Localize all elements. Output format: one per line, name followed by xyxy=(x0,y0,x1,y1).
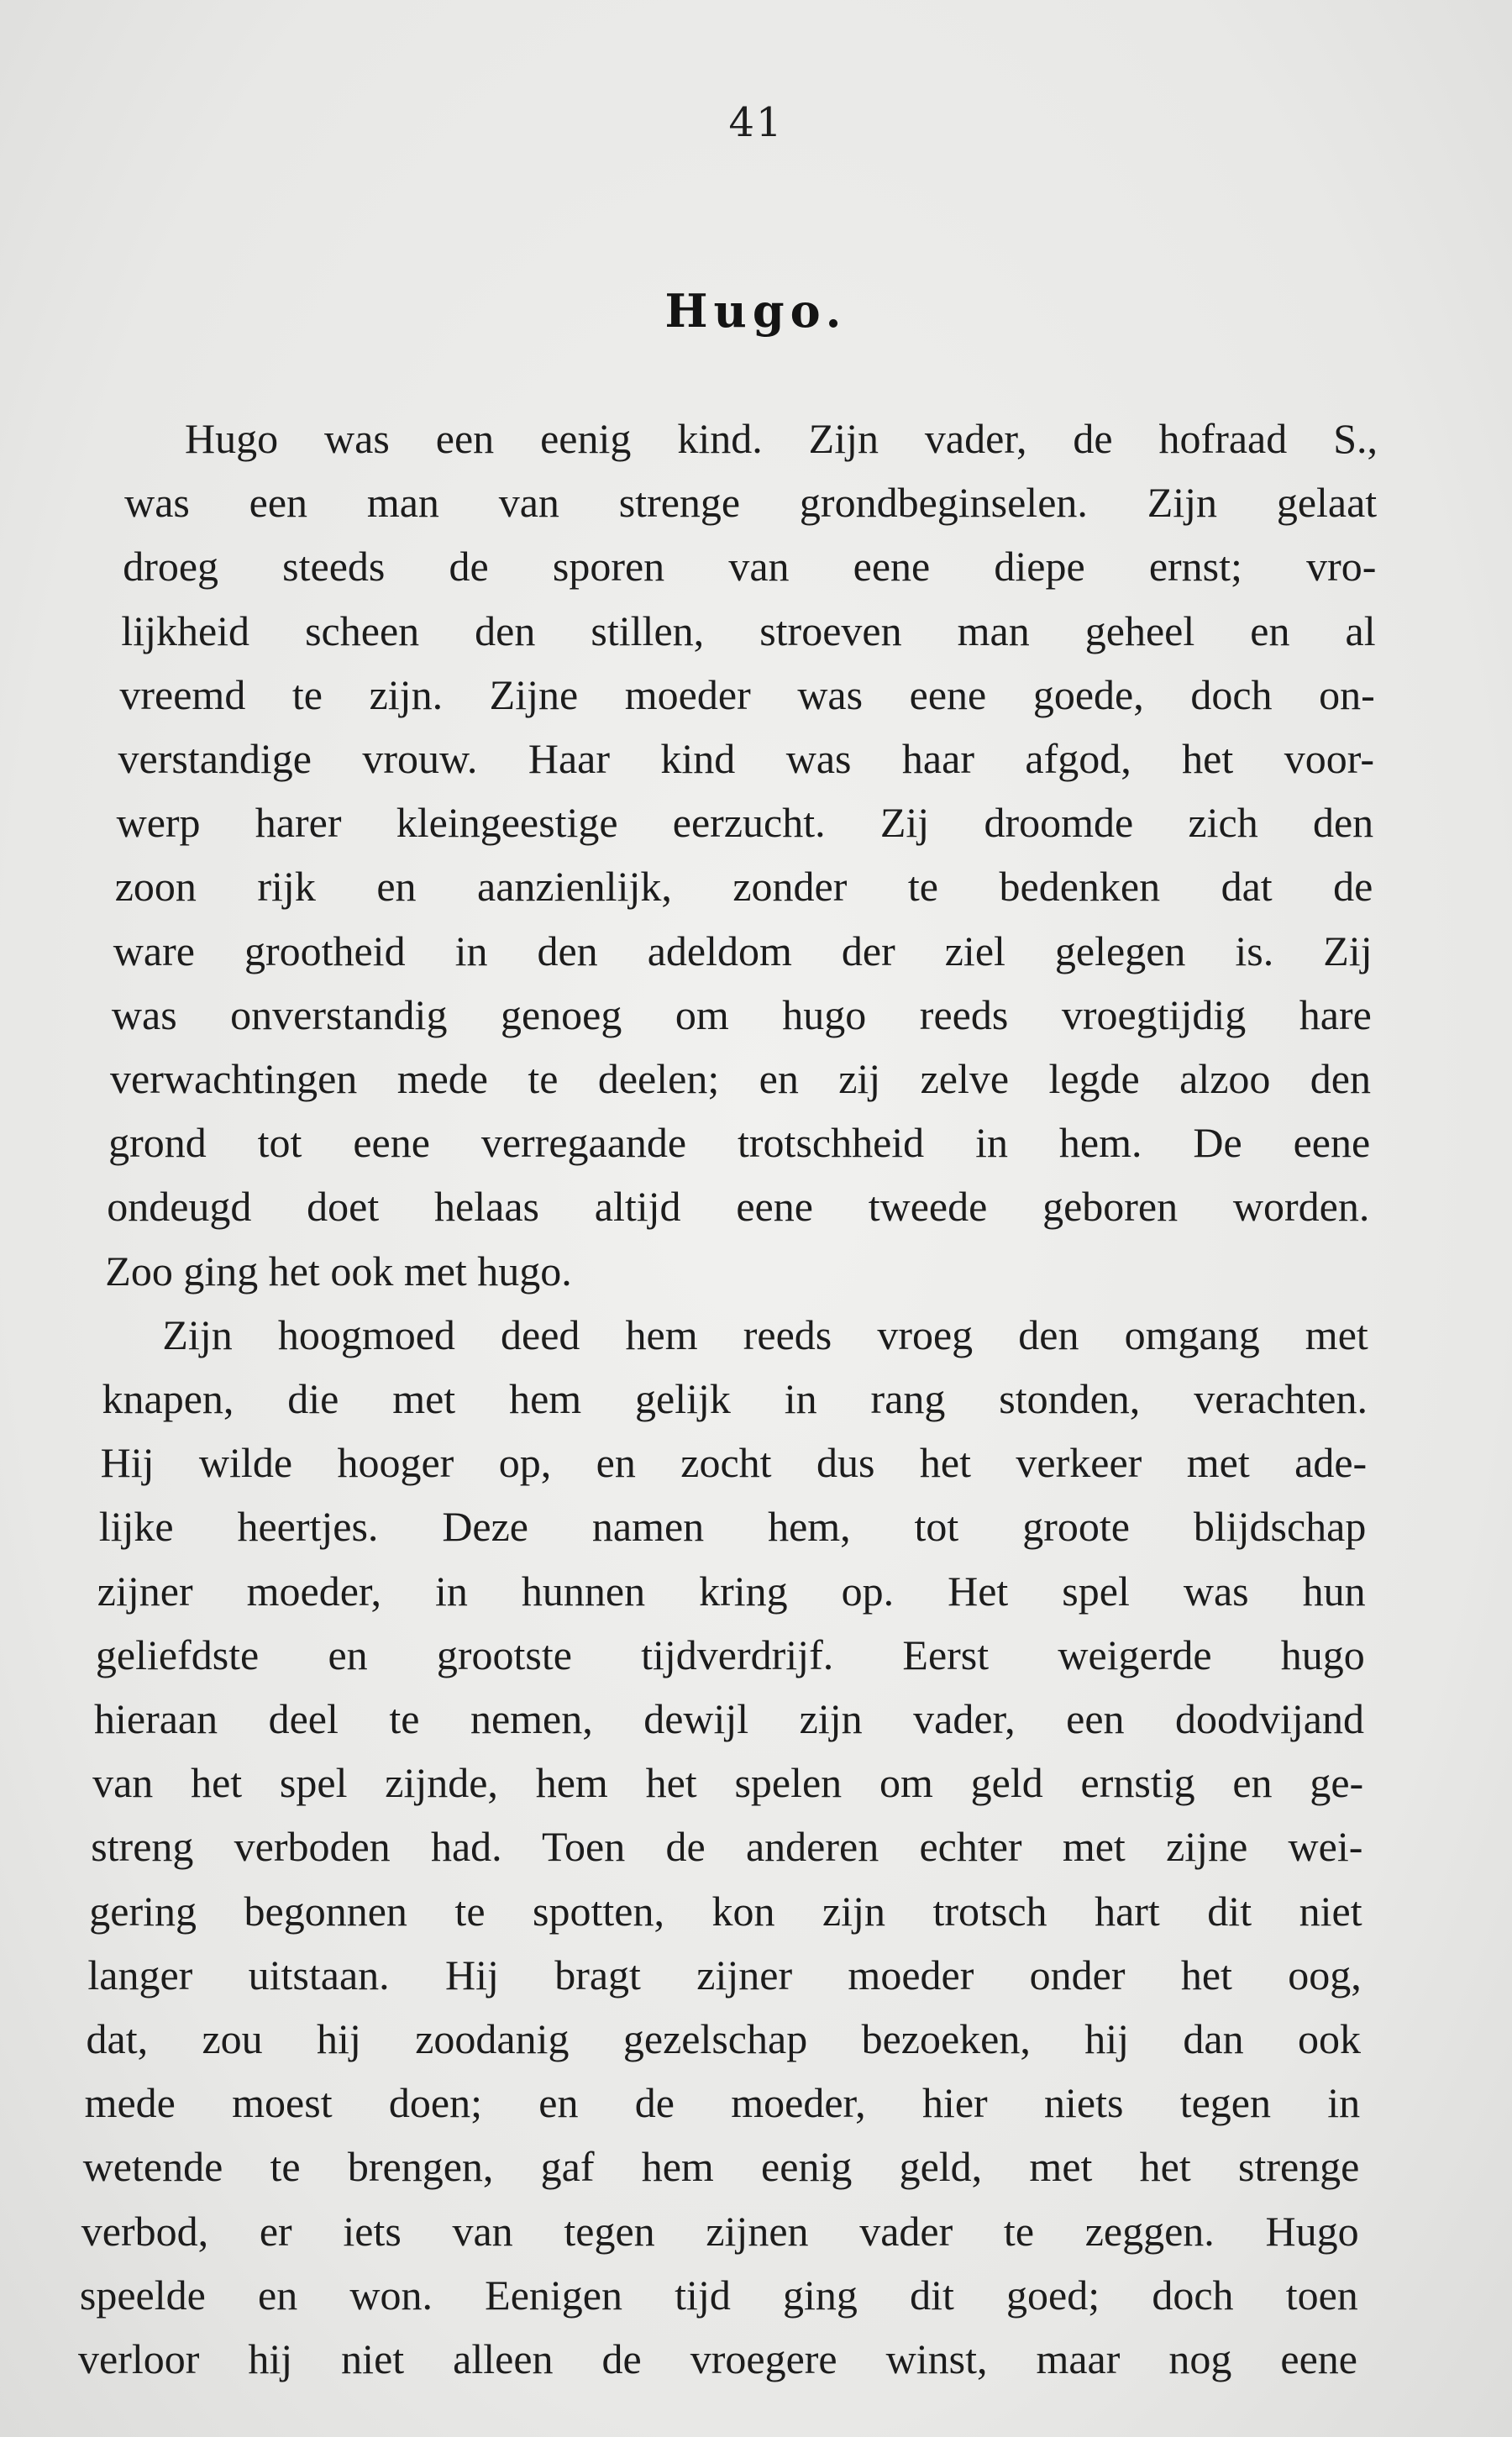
text-line: knapen, die met hem gelijk in rang stonden, verachten. xyxy=(102,1375,1368,1422)
text-line: ware grootheid in den adeldom der ziel gelegen is. Zij xyxy=(113,927,1373,974)
text-line: gering begonnen te spotten, kon zijn trotsch hart dit niet xyxy=(89,1887,1362,1935)
text-line: was onverstandig genoeg om hugo reeds vroegtijdig hare xyxy=(111,990,1372,1038)
text-line: grond tot eene verregaande trotschheid in hem. De eene xyxy=(108,1119,1371,1167)
text-line: dat, zou hij zoodanig gezelschap bezoeken, hij dan ook xyxy=(86,2015,1361,2062)
text-line: ondeugd doet helaas altijd eene tweede geboren worden. xyxy=(107,1183,1370,1231)
text-line: Hugo was een eenig kind. Zijn vader, de hofraad S., xyxy=(185,415,1378,462)
text-line: Zoo ging het ook met hugo. xyxy=(105,1247,572,1295)
text-line: droeg steeds de sporen van eene diepe ernst; vro- xyxy=(123,543,1377,591)
text-line: verbod, er iets van tegen zijnen vader te zeggen. Hugo xyxy=(81,2207,1359,2255)
page-number: 41 xyxy=(728,99,784,146)
text-line: verloor hij niet alleen de vroegere winst, maar nog eene xyxy=(78,2335,1357,2382)
text-line: mede moest doen; en de moeder, hier niets tegen in xyxy=(84,2079,1361,2127)
text-line: was een man van strenge grondbeginselen. Zijn gelaat xyxy=(124,479,1378,527)
text-line: wetende te brengen, gaf hem eenig geld, met het strenge xyxy=(82,2143,1360,2191)
text-line: hieraan deel te nemen, dewijl zijn vader, een doodvijand xyxy=(94,1695,1364,1742)
text-line: streng verboden had. Toen de anderen echter met zijne wei- xyxy=(91,1823,1363,1871)
text-line: lijkheid scheen den stillen, stroeven man geheel en al xyxy=(121,607,1376,654)
text-line: Hij wilde hooger op, en zocht dus het verkeer met ade- xyxy=(100,1439,1368,1487)
text-line: vreemd te zijn. Zijne moeder was eene goede, doch on- xyxy=(119,670,1375,718)
text-line: zoon rijk en aanzienlijk, zonder te bedenken dat de xyxy=(114,863,1373,911)
chapter-title: Hugo. xyxy=(664,284,848,338)
text-line: langer uitstaan. Hij bragt zijner moeder onder het oog, xyxy=(87,1951,1362,1998)
text-line: geliefdste en grootste tijdverdrijf. Eerst weigerde hugo xyxy=(95,1631,1365,1678)
text-line: verstandige vrouw. Haar kind was haar afgod, het voor- xyxy=(118,735,1374,782)
text-line: verwachtingen mede te deelen; en zij zelve legde alzoo den xyxy=(110,1055,1371,1102)
text-line: werp harer kleingeestige eerzucht. Zij droomde zich den xyxy=(116,799,1374,847)
text-line: zijner moeder, in hunnen kring op. Het spel was hun xyxy=(97,1567,1366,1615)
text-line: Zijn hoogmoed deed hem reeds vroeg den omgang met xyxy=(162,1310,1368,1358)
text-line: lijke heertjes. Deze namen hem, tot groote blijdschap xyxy=(98,1503,1367,1551)
text-line: van het spel zijnde, hem het spelen om geld ernstig en ge- xyxy=(92,1759,1364,1807)
text-line: speelde en won. Eenigen tijd ging dit goed; doch toen xyxy=(79,2271,1358,2319)
